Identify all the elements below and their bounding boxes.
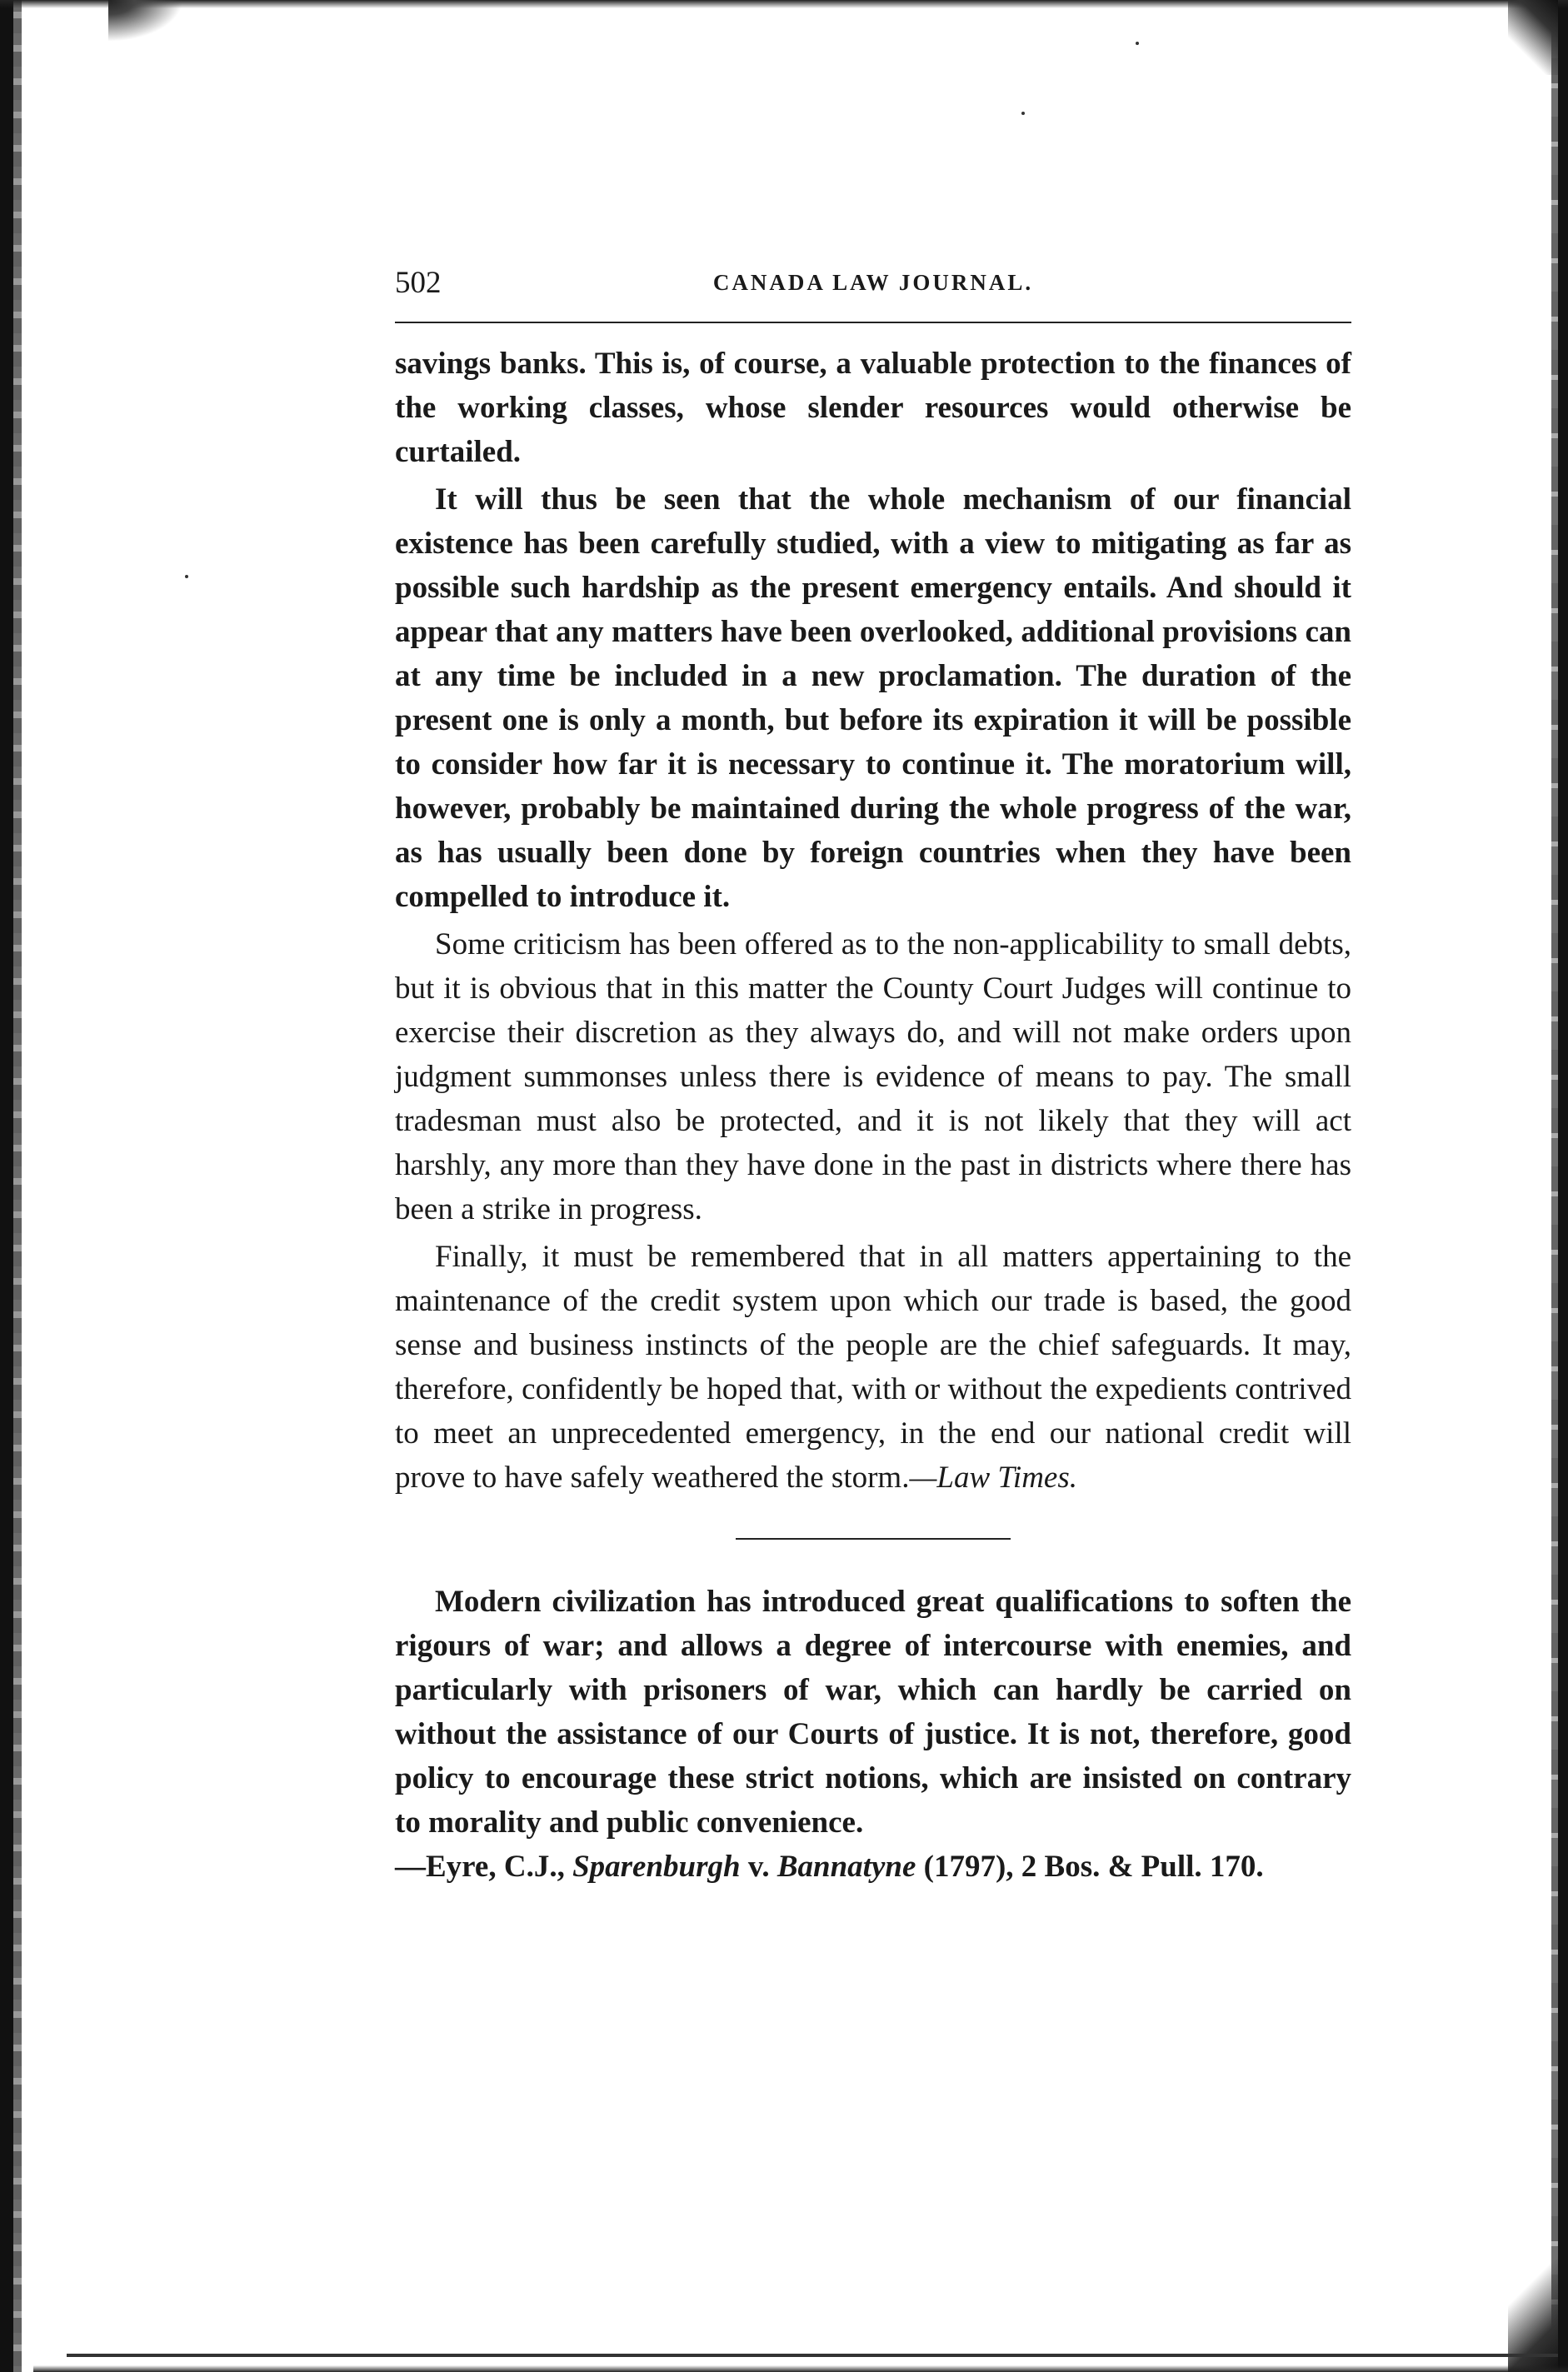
- source-credit: —Law Times.: [909, 1461, 1077, 1495]
- citation-case-name: Sparenburgh: [572, 1850, 741, 1884]
- quotation-text: Modern civilization has introduced great qualifications to soften the rigours of war; and allows a degree of intercourse with enemies, and particularly with prisoners of war, which can hardly be carried on without the assistance of our Courts of justice. It is not, therefore, good policy to encourage these strict notions, which are insisted on contrary to morality and public convenience.: [395, 1585, 1351, 1840]
- citation-party-name: Bannatyne: [777, 1850, 916, 1884]
- running-head: [395, 265, 1351, 308]
- section-divider: [736, 1538, 1011, 1540]
- scan-speck: [1021, 112, 1025, 115]
- scan-speck: [185, 575, 188, 578]
- paragraph-final: [395, 1235, 1351, 1500]
- scan-edge-bottom: [33, 2365, 1568, 2372]
- scan-edge-left: [0, 0, 13, 2372]
- paragraph-continued: savings banks. This is, of course, a valuable protection to the finances of the working classes, whose slender resources would otherwise be curtailed.: [395, 347, 1351, 469]
- scan-edge-bottom-line: [67, 2354, 1558, 2357]
- scan-edge-top: [0, 0, 1568, 8]
- citation-versus: v.: [740, 1850, 777, 1884]
- citation-author: —Eyre, C.J.,: [395, 1850, 573, 1884]
- header-rule: [395, 322, 1351, 323]
- paragraph: It will thus be seen that the whole mechanism of our financial existence has been carefully studied, with a view to mitigating as far as possible such hardship as the present emergency entails. And should it appear that any matters have been overlooked, additional provisions can at any time be included in a new proclamation. The duration of the present one is only a month, but before its expiration it will be possible to consider how far it is necessary to continue it. The moratorium will, however, probably be maintained during the whole progress of the war, as has usually been done by foreign countries when they have been compelled to introduce it.: [395, 482, 1351, 914]
- paragraph-text: Finally, it must be remembered that in all matters appertaining to the maintenance of the credit system upon which our trade is based, the good sense and business instincts of the people are the chief safeguards. It may, therefore, confidently be hoped that, with or without the expedients contrived to meet an unprecedented emergency, in the end our national credit will prove to have safely weathered the storm.: [395, 1240, 1351, 1495]
- scan-edge-left-shadow: [13, 0, 22, 2372]
- scan-edge-right-shadow: [1551, 0, 1558, 2372]
- page-number: 502: [395, 266, 442, 300]
- quotation-block: [395, 1580, 1351, 1845]
- citation-reference: (1797), 2 Bos. & Pull. 170.: [916, 1850, 1264, 1884]
- journal-title: CANADA LAW JOURNAL.: [712, 270, 1034, 295]
- scan-blot-top-left: [108, 0, 183, 42]
- scan-corner-top-right: [1508, 0, 1558, 75]
- article-body: [395, 342, 1351, 1500]
- scan-edge-right: [1558, 0, 1568, 2372]
- page-content: [395, 265, 1351, 1889]
- citation: [395, 1845, 1351, 1889]
- scan-speck: [1136, 42, 1139, 45]
- paragraph: Some criticism has been offered as to the non-applicability to small debts, but it is obvious that in this matter the County Court Judges will continue to exercise their discretion as they always do, and will not make orders upon judgment summonses unless there is evidence of means to pay. The small tradesman must also be protected, and it is not likely that they will act harshly, any more than they have done in the past in districts where there has been a strike in progress.: [395, 927, 1351, 1226]
